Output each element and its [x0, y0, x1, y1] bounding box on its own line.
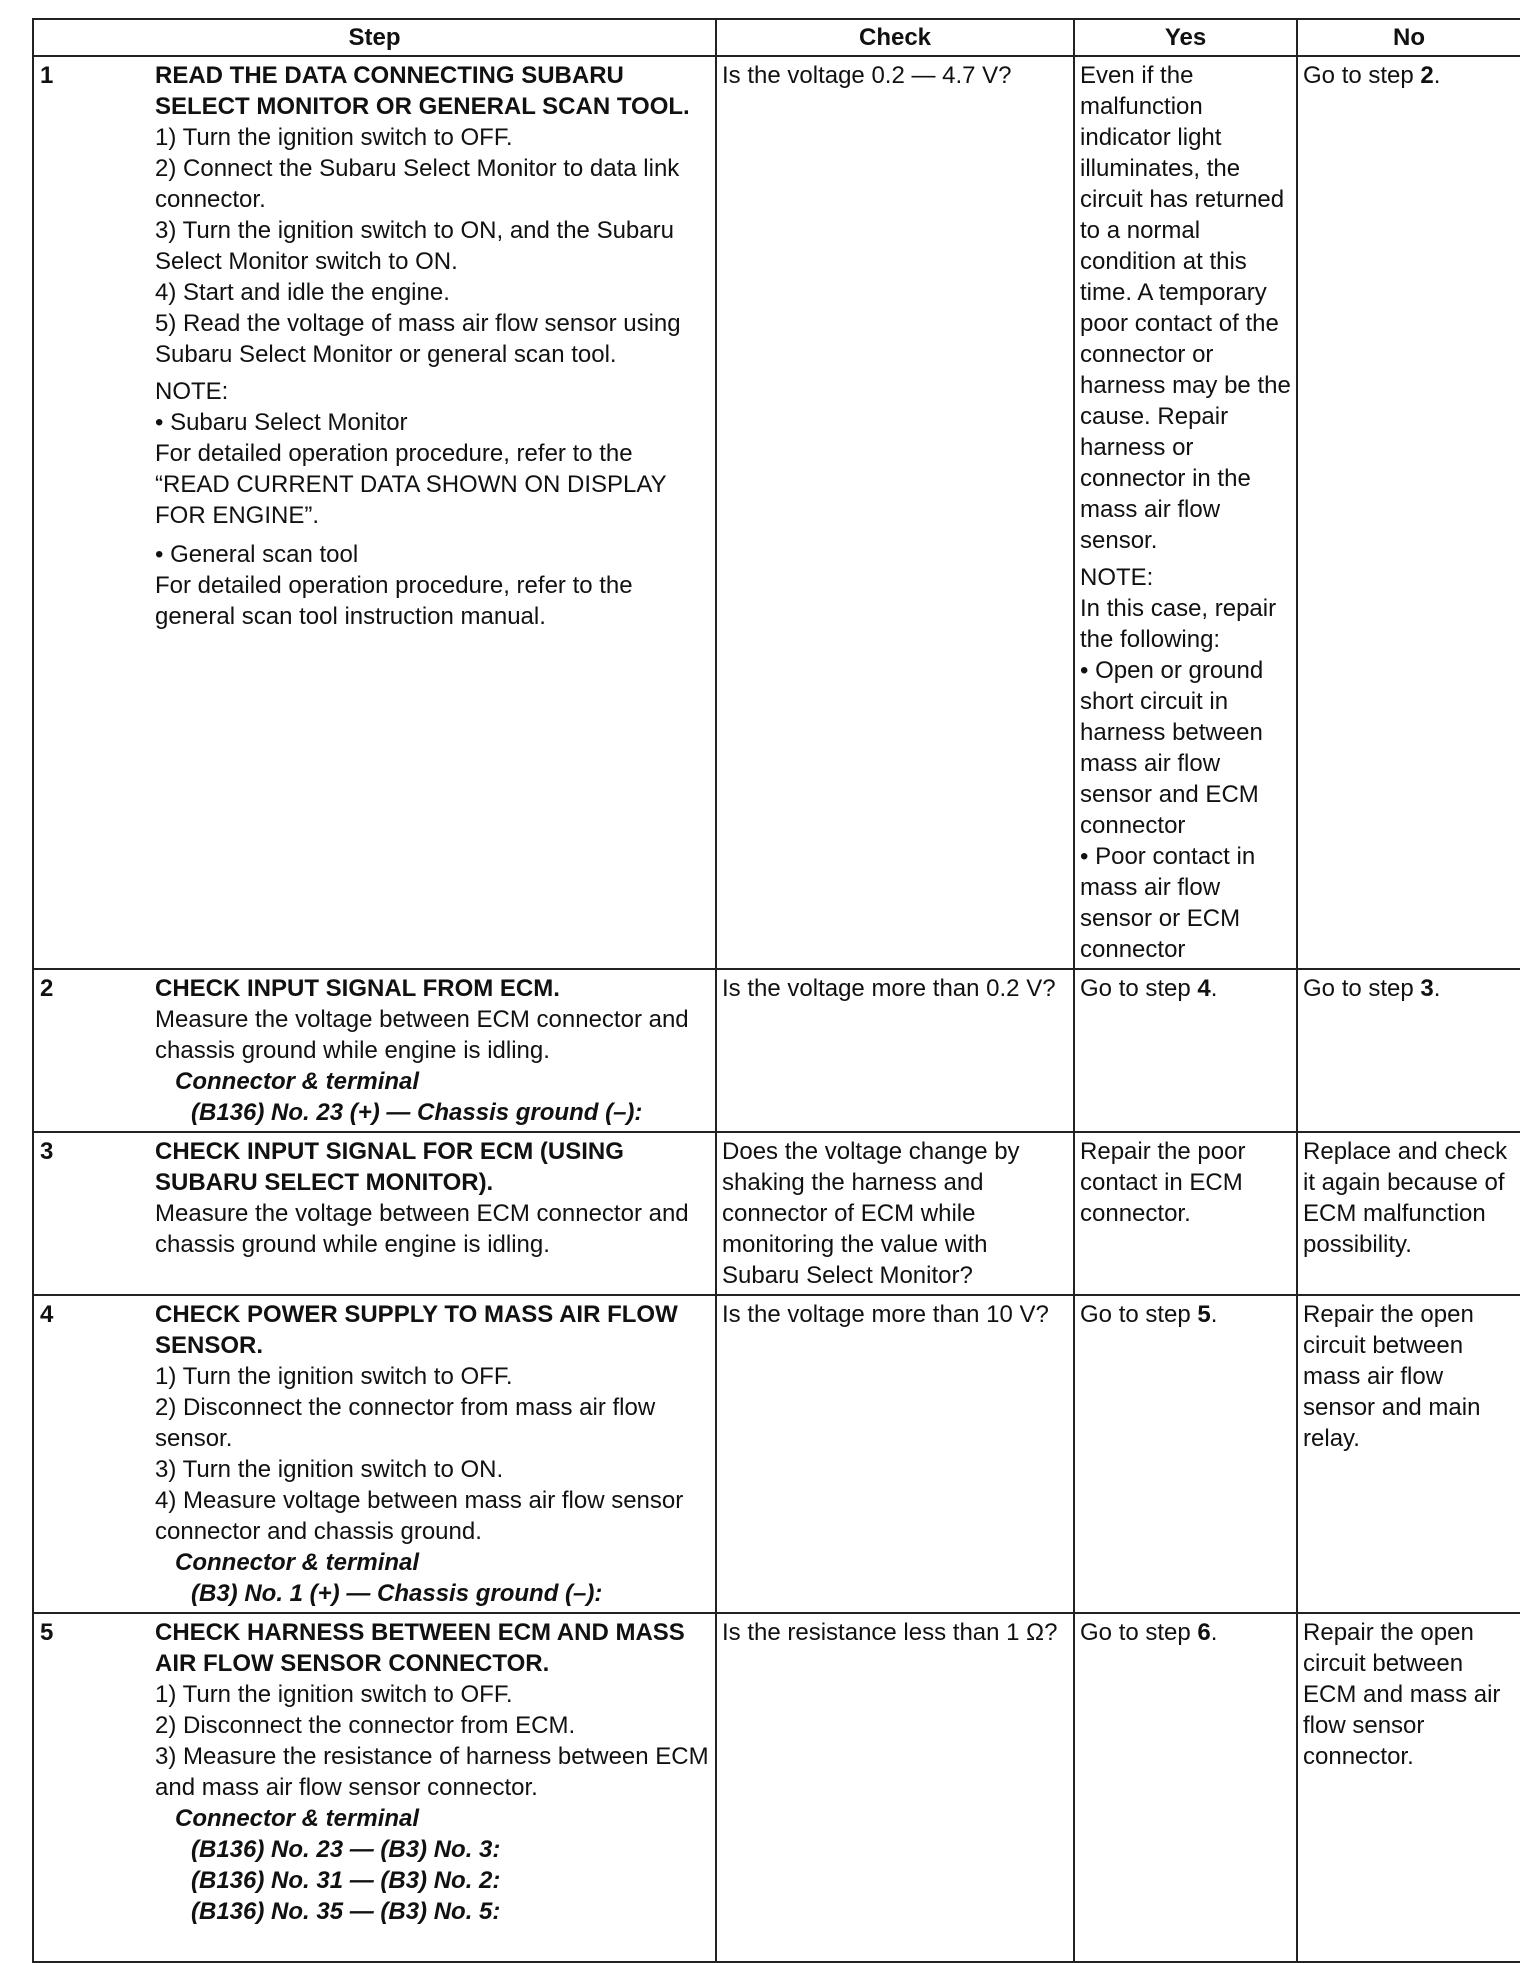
table-row	[33, 969, 1520, 1132]
note-bullet: • Poor contact in mass air flow sensor or ECM connector	[1080, 843, 1256, 963]
no-suffix: .	[1433, 62, 1441, 89]
connector-terminal-label: Connector & terminal	[175, 1549, 420, 1576]
table-row	[33, 1132, 1520, 1295]
step-title: CHECK HARNESS BETWEEN ECM AND MASS AIR FLOW SENSOR CONNECTOR.	[155, 1619, 685, 1677]
yes-text: Even if the malfunction indicator light illuminates, the circuit has returned to a normal condition at this time. A temporary poor contact of the connector or harness may be the cause. Repair harness or connector in the mass air flow sensor.	[1080, 62, 1291, 554]
connector-terminal-line: (B3) No. 1 (+) — Chassis ground (–):	[191, 1580, 603, 1607]
step-instruction: 4) Measure voltage between mass air flow sensor connector and chassis ground.	[155, 1487, 684, 1545]
connector-terminal-label: Connector & terminal	[175, 1805, 420, 1832]
yes-prefix: Go to step	[1080, 1301, 1198, 1328]
yes-cell	[1074, 1295, 1297, 1613]
step-instruction: 5) Read the voltage of mass air flow sensor using Subaru Select Monitor or general scan tool.	[155, 310, 681, 368]
check-cell: Is the voltage 0.2 — 4.7 V?	[716, 56, 1074, 969]
header-no: No	[1297, 19, 1520, 56]
connector-terminal-line: (B136) No. 23 — (B3) No. 3:	[191, 1836, 501, 1863]
connector-terminal-line: (B136) No. 31 — (B3) No. 2:	[191, 1867, 501, 1894]
check-cell: Is the voltage more than 0.2 V?	[716, 969, 1074, 1132]
yes-step-ref: 5	[1197, 1301, 1211, 1328]
no-cell	[1297, 969, 1520, 1132]
no-cell: Repair the open circuit between mass air flow sensor and main relay.	[1297, 1295, 1520, 1613]
diagnostic-table	[32, 18, 1520, 1963]
connector-terminal-line: (B136) No. 23 (+) — Chassis ground (–):	[191, 1099, 643, 1126]
step-number: 1	[33, 56, 151, 969]
step-number: 2	[33, 969, 151, 1132]
step-instruction: 3) Measure the resistance of harness between ECM and mass air flow sensor connector.	[155, 1743, 709, 1801]
step-title: CHECK POWER SUPPLY TO MASS AIR FLOW SENSOR.	[155, 1301, 678, 1359]
step-text: Measure the voltage between ECM connector and chassis ground while engine is idling.	[155, 1006, 689, 1064]
table-row	[33, 1295, 1520, 1613]
no-cell: Repair the open circuit between ECM and mass air flow sensor connector.	[1297, 1613, 1520, 1962]
step-cell	[151, 1132, 716, 1295]
note-text: In this case, repair the following:	[1080, 595, 1277, 653]
step-number: 3	[33, 1132, 151, 1295]
no-cell	[1297, 56, 1520, 969]
header-yes: Yes	[1074, 19, 1297, 56]
step-number: 5	[33, 1613, 151, 1962]
table-row	[33, 1613, 1520, 1962]
yes-step-ref: 4	[1197, 975, 1211, 1002]
yes-cell: Repair the poor contact in ECM connector.	[1074, 1132, 1297, 1295]
check-cell: Does the voltage change by shaking the harness and connector of ECM while monitoring the value with Subaru Select Monitor?	[716, 1132, 1074, 1295]
step-instruction: 1) Turn the ignition switch to OFF.	[155, 1681, 513, 1708]
step-cell	[151, 56, 716, 969]
check-cell: Is the resistance less than 1 Ω?	[716, 1613, 1074, 1962]
connector-terminal-line: (B136) No. 35 — (B3) No. 5:	[191, 1898, 501, 1925]
yes-cell	[1074, 969, 1297, 1132]
step-number: 4	[33, 1295, 151, 1613]
step-instruction: 2) Disconnect the connector from mass air flow sensor.	[155, 1394, 656, 1452]
step-cell	[151, 1295, 716, 1613]
header-row	[33, 19, 1520, 56]
note-bullet: • General scan tool	[155, 541, 359, 568]
step-cell	[151, 1613, 716, 1962]
step-instruction: 1) Turn the ignition switch to OFF.	[155, 1363, 513, 1390]
no-suffix: .	[1433, 975, 1441, 1002]
yes-cell	[1074, 1613, 1297, 1962]
note-bullet: • Subaru Select Monitor	[155, 409, 408, 436]
note-label: NOTE:	[1080, 564, 1154, 591]
no-prefix: Go to step	[1303, 62, 1421, 89]
step-title: CHECK INPUT SIGNAL FROM ECM.	[155, 975, 560, 1002]
note-text: For detailed operation procedure, refer to the “READ CURRENT DATA SHOWN ON DISPLAY FOR ENGINE”.	[155, 440, 667, 529]
step-title: CHECK INPUT SIGNAL FOR ECM (USING SUBARU SELECT MONITOR).	[155, 1138, 624, 1196]
table-row	[33, 56, 1520, 969]
no-step-ref: 2	[1420, 62, 1434, 89]
note-label: NOTE:	[155, 378, 229, 405]
yes-step-ref: 6	[1197, 1619, 1211, 1646]
yes-suffix: .	[1210, 975, 1218, 1002]
no-cell: Replace and check it again because of ECM malfunction possibility.	[1297, 1132, 1520, 1295]
note-text: For detailed operation procedure, refer to the general scan tool instruction manual.	[155, 572, 633, 630]
connector-terminal-label: Connector & terminal	[175, 1068, 420, 1095]
check-cell: Is the voltage more than 10 V?	[716, 1295, 1074, 1613]
step-instruction: 2) Connect the Subaru Select Monitor to data link connector.	[155, 155, 680, 213]
no-prefix: Go to step	[1303, 975, 1421, 1002]
yes-suffix: .	[1210, 1619, 1218, 1646]
header-step: Step	[33, 19, 716, 56]
yes-cell	[1074, 56, 1297, 969]
step-instruction: 1) Turn the ignition switch to OFF.	[155, 124, 513, 151]
step-text: Measure the voltage between ECM connector and chassis ground while engine is idling.	[155, 1200, 689, 1258]
step-instruction: 2) Disconnect the connector from ECM.	[155, 1712, 576, 1739]
step-instruction: 3) Turn the ignition switch to ON, and the Subaru Select Monitor switch to ON.	[155, 217, 674, 275]
step-instruction: 4) Start and idle the engine.	[155, 279, 450, 306]
header-check: Check	[716, 19, 1074, 56]
note-bullet: • Open or ground short circuit in harness between mass air flow sensor and ECM connector	[1080, 657, 1264, 839]
step-cell	[151, 969, 716, 1132]
yes-suffix: .	[1210, 1301, 1218, 1328]
no-step-ref: 3	[1420, 975, 1434, 1002]
step-instruction: 3) Turn the ignition switch to ON.	[155, 1456, 504, 1483]
yes-prefix: Go to step	[1080, 975, 1198, 1002]
step-title: READ THE DATA CONNECTING SUBARU SELECT MONITOR OR GENERAL SCAN TOOL.	[155, 62, 690, 120]
yes-prefix: Go to step	[1080, 1619, 1198, 1646]
